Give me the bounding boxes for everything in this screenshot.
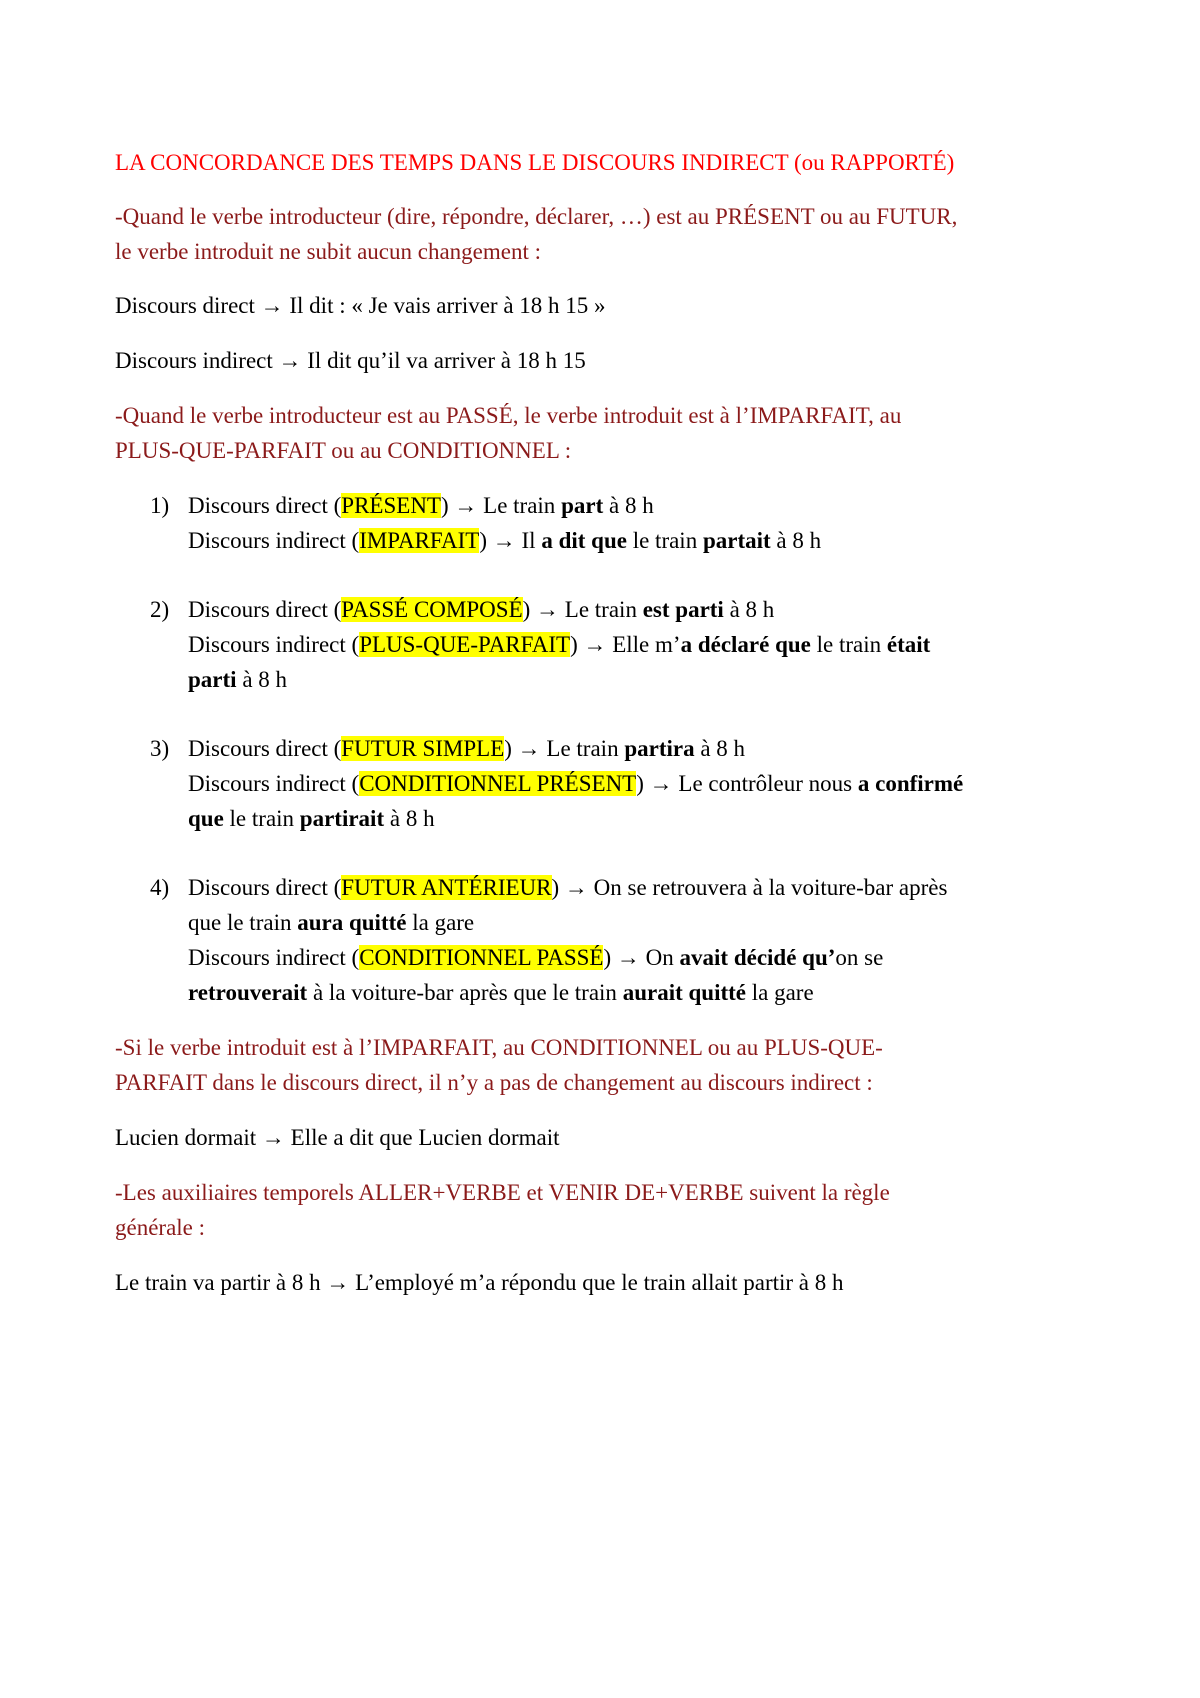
item-3-indirect-cont: que le train partirait à 8 h [188,806,435,831]
rule-2-line-1: -Quand le verbe introducteur est au PASSÉ, le verbe introduit est à l’IMPARFAIT, au [115,403,902,428]
list-number-3: 3) [150,736,170,761]
item-3-direct: Discours direct (FUTUR SIMPLE) → Le train partira à 8 h [188,736,746,761]
tense-highlight: CONDITIONNEL PASSÉ [359,945,604,970]
item-1-indirect: Discours indirect (IMPARFAIT) → Il a dit que le train partait à 8 h [188,528,822,553]
rule-3-line-1: -Si le verbe introduit est à l’IMPARFAIT, au CONDITIONNEL ou au PLUS-QUE- [115,1035,883,1060]
tense-highlight: IMPARFAIT [359,528,480,553]
item-2-indirect-cont: parti à 8 h [188,667,288,692]
item-1-direct: Discours direct (PRÉSENT) → Le train part à 8 h [188,493,654,518]
page-title: LA CONCORDANCE DES TEMPS DANS LE DISCOURS INDIRECT (ou RAPPORTÉ) [115,150,955,175]
item-4-indirect-cont: retrouverait à la voiture-bar après que le train aurait quitté la gare [188,980,814,1005]
tense-highlight: PRÉSENT [341,493,441,518]
tense-highlight: FUTUR SIMPLE [341,736,505,761]
tense-highlight: PLUS-QUE-PARFAIT [359,632,571,657]
list-number-2: 2) [150,597,170,622]
rule-1-line-1: -Quand le verbe introducteur (dire, répondre, déclarer, …) est au PRÉSENT ou au FUTUR, [115,204,958,229]
list-number-4: 4) [150,875,170,900]
rule-2-line-2: PLUS-QUE-PARFAIT ou au CONDITIONNEL : [115,438,572,463]
example-1-indirect: Discours indirect → Il dit qu’il va arriver à 18 h 15 [115,348,586,373]
item-4-direct: Discours direct (FUTUR ANTÉRIEUR) → On se retrouvera à la voiture-bar après [188,875,948,900]
item-4-indirect: Discours indirect (CONDITIONNEL PASSÉ) → On avait décidé qu’on se [188,945,884,970]
tense-highlight: FUTUR ANTÉRIEUR [341,875,552,900]
example-4: Le train va partir à 8 h → L’employé m’a répondu que le train allait partir à 8 h [115,1270,844,1295]
list-number-1: 1) [150,493,170,518]
rule-3-line-2: PARFAIT dans le discours direct, il n’y a pas de changement au discours indirect : [115,1070,873,1095]
tense-highlight: PASSÉ COMPOSÉ [341,597,523,622]
item-2-direct: Discours direct (PASSÉ COMPOSÉ) → Le train est parti à 8 h [188,597,775,622]
rule-1-line-2: le verbe introduit ne subit aucun changement : [115,239,542,264]
item-3-indirect: Discours indirect (CONDITIONNEL PRÉSENT) → Le contrôleur nous a confirmé [188,771,964,796]
tense-highlight: CONDITIONNEL PRÉSENT [359,771,637,796]
item-2-indirect: Discours indirect (PLUS-QUE-PARFAIT) → Elle m’a déclaré que le train était [188,632,931,657]
rule-4-line-1: -Les auxiliaires temporels ALLER+VERBE et VENIR DE+VERBE suivent la règle [115,1180,890,1205]
item-4-direct-cont: que le train aura quitté la gare [188,910,475,935]
rule-4-line-2: générale : [115,1215,206,1240]
example-1-direct: Discours direct → Il dit : « Je vais arriver à 18 h 15 » [115,293,606,318]
example-3: Lucien dormait → Elle a dit que Lucien dormait [115,1125,560,1150]
